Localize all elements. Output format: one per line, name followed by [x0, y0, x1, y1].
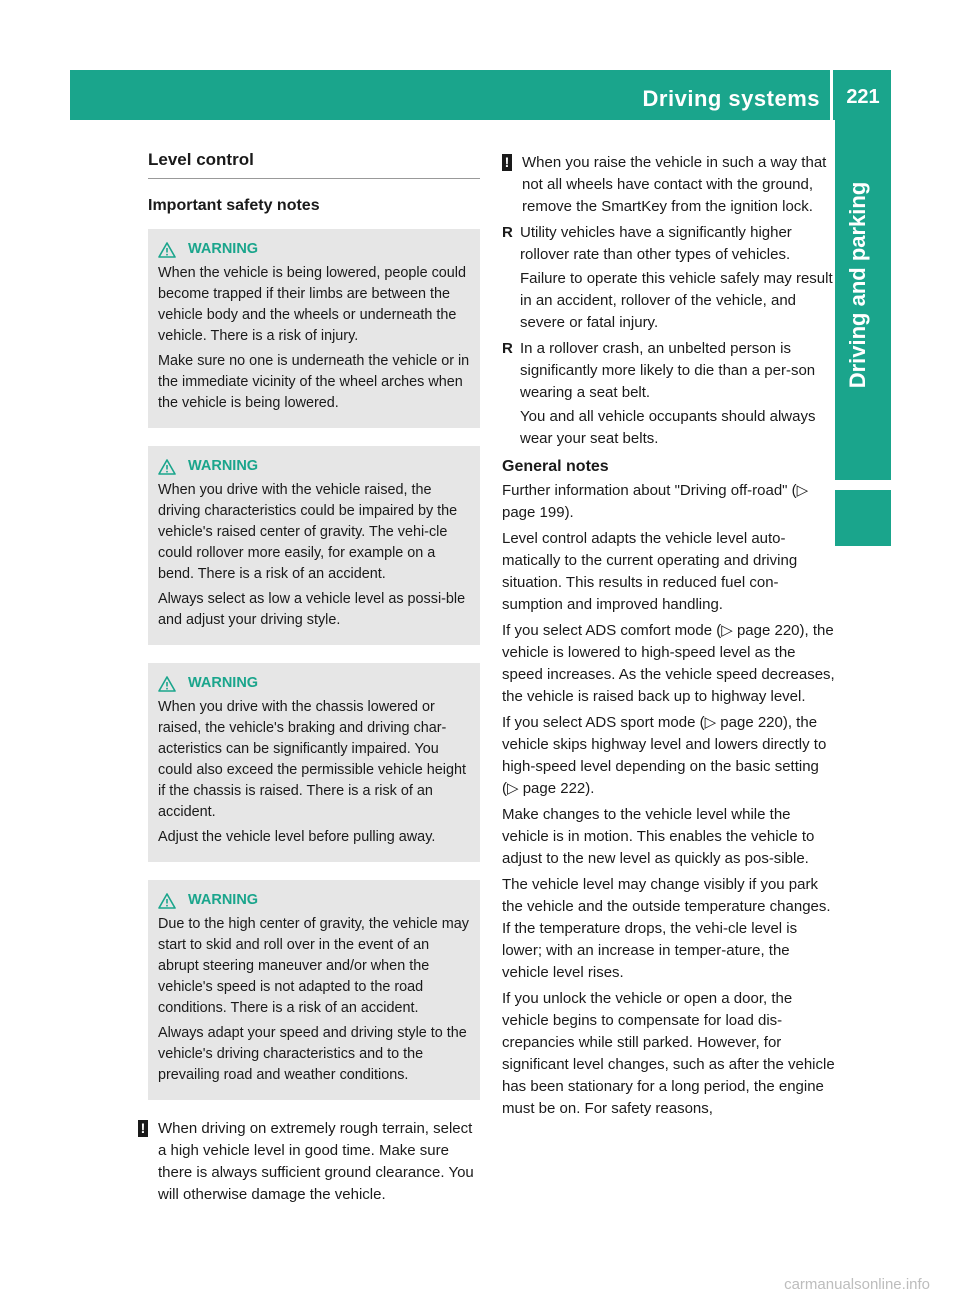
- side-tab-label: Driving and parking: [845, 181, 870, 389]
- warning-text: When you drive with the vehicle raised, the driving characteristics could be impaired by the vehicle's raised center of gravity. The vehi-cle could rollover more easily, for example on a bend. There is a risk of an accident.: [158, 482, 458, 582]
- warning-label: WARNING: [188, 892, 259, 908]
- warning-box-4: [148, 880, 480, 1100]
- bullet-item: [502, 338, 835, 404]
- notice-text: When driving on extremely rough terrain, select a high vehicle level in good time. Make sure there is always sufficient ground clearance. You will otherwise damage the vehicle.: [158, 1120, 474, 1203]
- general-paragraph: If you select ADS comfort mode (▷ page 220), the vehicle is lowered to high-speed level as the speed increases. As the vehicle speed decreases, the vehicle is raised back up to highway level.: [502, 622, 835, 705]
- header-title: Driving systems: [642, 86, 820, 111]
- warning-text: Adjust the vehicle level before pulling away.: [158, 829, 436, 845]
- general-paragraph: Level control adapts the vehicle level auto-matically to the current operating and driving situation. This results in reduced fuel con-sumption and improved handling.: [502, 530, 798, 613]
- left-column: [140, 150, 480, 1210]
- warning-label: WARNING: [188, 458, 259, 474]
- warning-text: Always adapt your speed and driving style to the vehicle's driving characteristics and to the prevailing road and weather conditions.: [158, 1025, 467, 1083]
- right-column: [502, 152, 835, 1124]
- section-title: Level control: [148, 150, 480, 179]
- notice-left: [138, 1118, 480, 1206]
- page-number: 221: [846, 86, 880, 108]
- bullet-text: In a rollover crash, an unbelted person is significantly more likely to die than a per-son wearing a seat belt.: [520, 340, 816, 401]
- warning-text: Always select as low a vehicle level as possi-ble and adjust your driving style.: [158, 591, 466, 628]
- bullet-text: Utility vehicles have a significantly higher rollover rate than other types of vehicles.: [520, 224, 792, 263]
- section-subtitle: Important safety notes: [148, 197, 320, 214]
- header-separator: [830, 70, 833, 120]
- general-paragraph: Further information about "Driving off-road" (▷ page 199).: [502, 482, 809, 521]
- general-paragraph: If you unlock the vehicle or open a door, the vehicle begins to compensate for load dis-crepancies while still parked. However, for significant level changes, such as after the vehicle has been stationary for a long period, the engine must be on. For safety reasons,: [502, 990, 835, 1117]
- warning-label: WARNING: [188, 675, 259, 691]
- bullet-item: [502, 222, 835, 266]
- warning-box-3: [148, 663, 480, 862]
- watermark: carmanualsonline.info: [784, 1276, 930, 1293]
- exclamation-icon: !: [502, 154, 512, 171]
- warning-triangle-icon: [158, 893, 176, 909]
- exclamation-icon: !: [138, 1120, 148, 1137]
- bullet-extra-text: Failure to operate this vehicle safely may result in an accident, rollover of the vehicle, and severe or fatal injury.: [520, 270, 833, 331]
- warning-text: Make sure no one is underneath the vehicle or in the immediate vicinity of the wheel arches when the vehicle is being lowered.: [158, 353, 470, 411]
- notice-right: [502, 152, 835, 218]
- general-paragraph: If you select ADS sport mode (▷ page 220), the vehicle skips highway level and lowers directly to high-speed level depending on the basic setting (▷ page 222).: [502, 714, 827, 797]
- warning-box-2: [148, 446, 480, 645]
- bullet-marker: R: [502, 224, 513, 241]
- bullet-marker: R: [502, 340, 513, 357]
- general-notes-title: General notes: [502, 458, 609, 475]
- general-paragraph: The vehicle level may change visibly if you park the vehicle and the outside temperature changes. If the temperature drops, the vehi-cle level is lower; with an increase in temper-ature, the vehicle level rises.: [502, 876, 831, 981]
- general-paragraph: Make changes to the vehicle level while the vehicle is in motion. This enables the vehicle to adjust to the new level as quickly as pos-sible.: [502, 806, 815, 867]
- warning-box-1: [148, 229, 480, 428]
- warning-text: When you drive with the chassis lowered or raised, the vehicle's braking and driving char-acteristics can be significantly impaired. You could also exceed the permissible vehicle height if the chassis is raised. There is a risk of an accident.: [158, 699, 466, 820]
- warning-text: When the vehicle is being lowered, people could become trapped if their limbs are between the vehicle body and the wheels or underneath the vehicle. There is a risk of injury.: [158, 265, 466, 344]
- warning-text: Due to the high center of gravity, the vehicle may start to skid and roll over in the event of an abrupt steering maneuver and/or when the vehicle's speed is not adapted to the road conditions. There is a risk of an accident.: [158, 916, 469, 1016]
- warning-triangle-icon: [158, 676, 176, 692]
- warning-triangle-icon: [158, 459, 176, 475]
- side-tab-marker: [835, 490, 891, 546]
- bullet-extra-text: You and all vehicle occupants should always wear your seat belts.: [520, 408, 816, 447]
- warning-label: WARNING: [188, 241, 259, 257]
- notice-text: When you raise the vehicle in such a way that not all wheels have contact with the ground, remove the SmartKey from the ignition lock.: [522, 154, 827, 215]
- warning-triangle-icon: [158, 242, 176, 258]
